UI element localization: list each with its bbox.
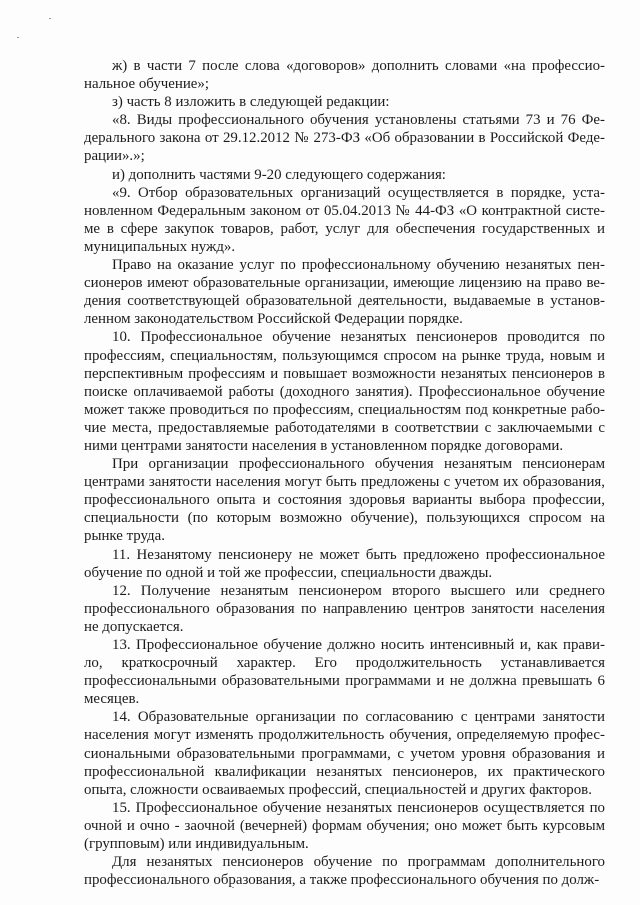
document-body: [84, 57, 605, 889]
paragraph-part-9: «9. Отбор образовательных организаций осуществляется в порядке, установленном Федеральным законом от 05.04.2013 № 44-ФЗ «О контрактной системе в сфере закупок товаров, работ, услуг для обеспечения государственных и муниципальных нужд».: [84, 184, 605, 255]
paragraph-additional-education: Для незанятых пенсионеров обучение по программам дополнительного профессионального образования, а также профессионального обучения по долж-: [84, 854, 605, 889]
scan-speck: [49, 18, 51, 19]
paragraph-choice-of-profession: При организации профессионального обучения незанятым пенсионерам центрами занятости населения могут быть предложены с учетом их образования, профессионального опыта и состояния здоровья варианты выбора профессии, специальности (по которым возможно обучение), пользующихся спросом на рынке труда.: [84, 456, 605, 545]
paragraph-zh: ж) в части 7 после слова «договоров» дополнить словами «на профессиональное обучение»;: [84, 58, 605, 93]
paragraph-z: з) часть 8 изложить в следующей редакции:: [112, 94, 390, 111]
paragraph-part-11: 11. Незанятому пенсионеру не может быть предложено профессиональное обучение по одной и той же профессии, специальности дважды.: [84, 546, 605, 581]
paragraph-part-13: 13. Профессиональное обучение должно носить интенсивный и, как правило, краткосрочный характер. Его продолжительность устанавливается профессиональными образовательными программами и не должна превышать 6 месяцев.: [84, 637, 605, 708]
paragraph-part-8: «8. Виды профессионального обучения установлены статьями 73 и 76 Федерального закона от 29.12.2012 № 273-ФЗ «Об образовании в Российской Федерации».»;: [84, 112, 605, 165]
paragraph-i: и) дополнить частями 9-20 следующего содержания:: [112, 166, 446, 183]
scan-speck: [17, 37, 19, 38]
paragraph-part-10: 10. Профессиональное обучение незанятых пенсионеров проводится по профессиям, специальностям, пользующимся спросом на рынке труда, новым и перспективным профессиям и повышает возможности незанятых пенсионеров в поиске оплачиваемой работы (доходного занятия). Профессиональное обучение может также проводиться по профессиям, специальностям под конкретные рабочие места, предоставляемые работодателями в соответствии с заключаемыми с ними центрами занятости населения в установленном порядке договорами.: [84, 329, 605, 454]
paragraph-part-15: 15. Профессиональное обучение незанятых пенсионеров осуществляется по очной и очно - заочной (вечерней) формам обучения; оно может быть курсовым (групповым) или индивидуальным.: [84, 799, 605, 853]
paragraph-part-14: 14. Образовательные организации по согласованию с центрами занятости населения могут изменять продолжительность обучения, определяемую профессиональными образовательными программами, с учетом уровня образования и профессиональной квалификации незанятых пенсионеров, их практического опыта, сложности осваиваемых профессий, специальностей и других факторов.: [84, 709, 605, 798]
paragraph-licence-right: Право на оказание услуг по профессиональному обучению незанятых пенсионеров имеют образовательные организации, имеющие лицензию на право ведения соответствующей образовательной деятельности, выдаваемые в установленном законодательством Российской Федерации порядке.: [84, 257, 605, 328]
paragraph-part-12: 12. Получение незанятым пенсионером второго высшего или среднего профессионального образования по направлению центров занятости населения не допускается.: [84, 582, 605, 635]
